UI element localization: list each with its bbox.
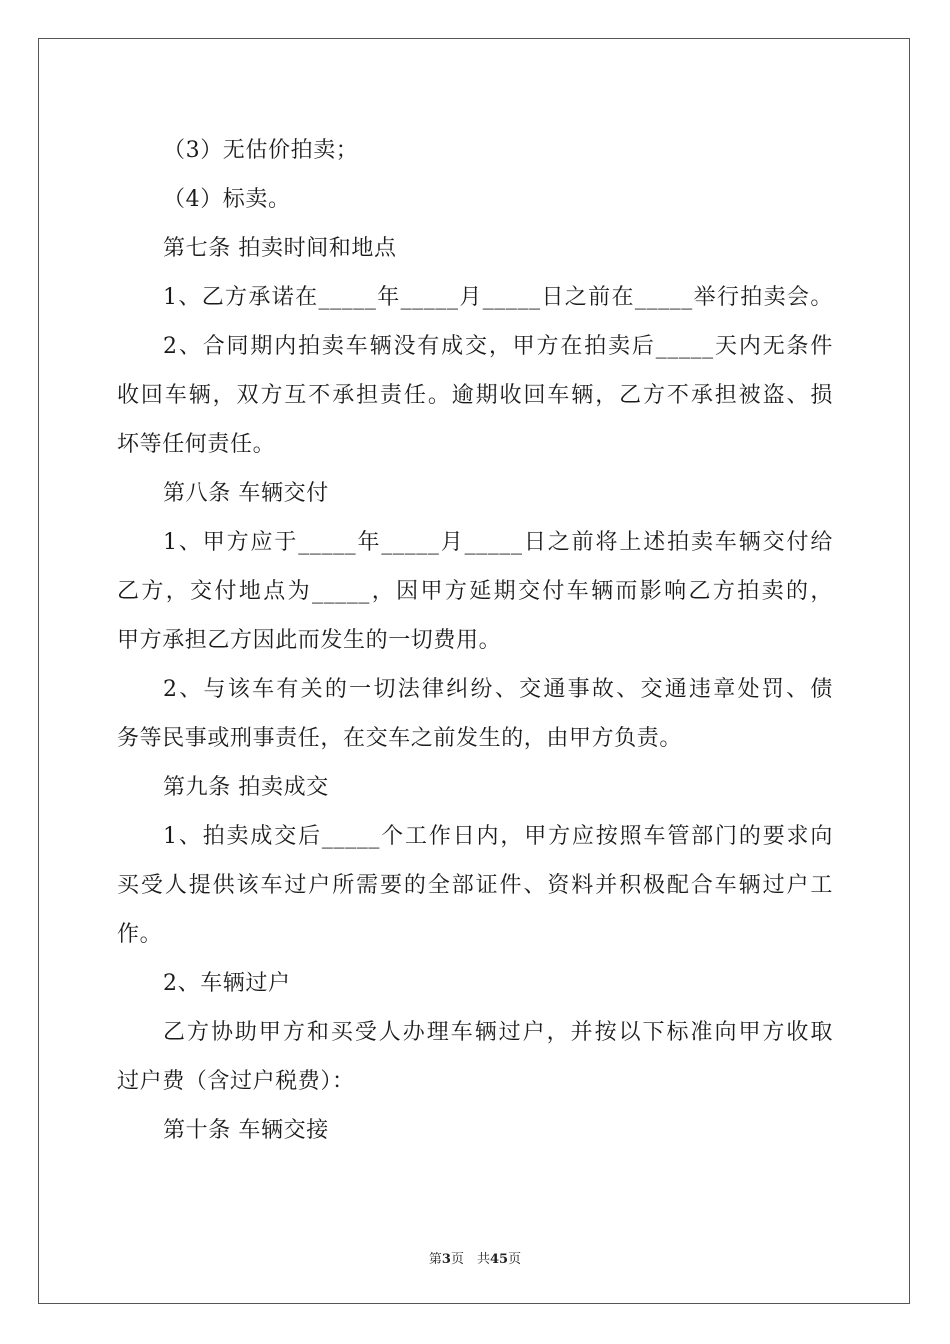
- paragraph-line: 2、车辆过户: [163, 971, 291, 996]
- document-body: [117, 126, 833, 1155]
- paragraph-line: （4）标卖。: [163, 187, 291, 212]
- section-heading: 第七条 拍卖时间和地点: [163, 236, 397, 261]
- paragraph-line: 1、甲方应于_____年_____月_____日之前将上述拍卖车辆交付给: [163, 530, 833, 555]
- footer-total-pages: 45: [489, 1252, 509, 1267]
- footer-mid: 页 共: [450, 1252, 490, 1267]
- paragraph-line: 过户费（含过户税费）：: [117, 1069, 355, 1094]
- paragraph-line: 2、合同期内拍卖车辆没有成交，甲方在拍卖后_____天内无条件: [163, 334, 833, 359]
- paragraph-line: 1、乙方承诺在_____年_____月_____日之前在_____举行拍卖会。: [163, 285, 833, 310]
- paragraph-line: 坏等任何责任。: [117, 432, 276, 457]
- paragraph-line: 作。: [117, 922, 163, 947]
- paragraph-line: （3）无估价拍卖；: [163, 138, 359, 163]
- paragraph-line: 务等民事或刑事责任，在交车之前发生的，由甲方负责。: [117, 726, 683, 751]
- paragraph-line: 乙方协助甲方和买受人办理车辆过户，并按以下标准向甲方收取: [163, 1020, 833, 1045]
- paragraph-line: 买受人提供该车过户所需要的全部证件、资料并积极配合车辆过户工: [117, 873, 833, 898]
- footer-page-number: 3: [441, 1252, 451, 1267]
- footer-prefix: 第: [428, 1252, 442, 1267]
- paragraph-line: 1、拍卖成交后_____个工作日内，甲方应按照车管部门的要求向: [163, 824, 833, 849]
- section-heading: 第九条 拍卖成交: [163, 775, 329, 800]
- page-footer: [0, 1248, 950, 1267]
- footer-suffix: 页: [508, 1252, 522, 1267]
- paragraph-line: 收回车辆，双方互不承担责任。逾期收回车辆，乙方不承担被盗、损: [117, 383, 833, 408]
- section-heading: 第八条 车辆交付: [163, 481, 329, 506]
- paragraph-line: 甲方承担乙方因此而发生的一切费用。: [117, 628, 502, 653]
- paragraph-line: 乙方，交付地点为_____，因甲方延期交付车辆而影响乙方拍卖的，: [117, 579, 833, 604]
- section-heading: 第十条 车辆交接: [163, 1118, 329, 1143]
- paragraph-line: 2、与该车有关的一切法律纠纷、交通事故、交通违章处罚、债: [163, 677, 833, 702]
